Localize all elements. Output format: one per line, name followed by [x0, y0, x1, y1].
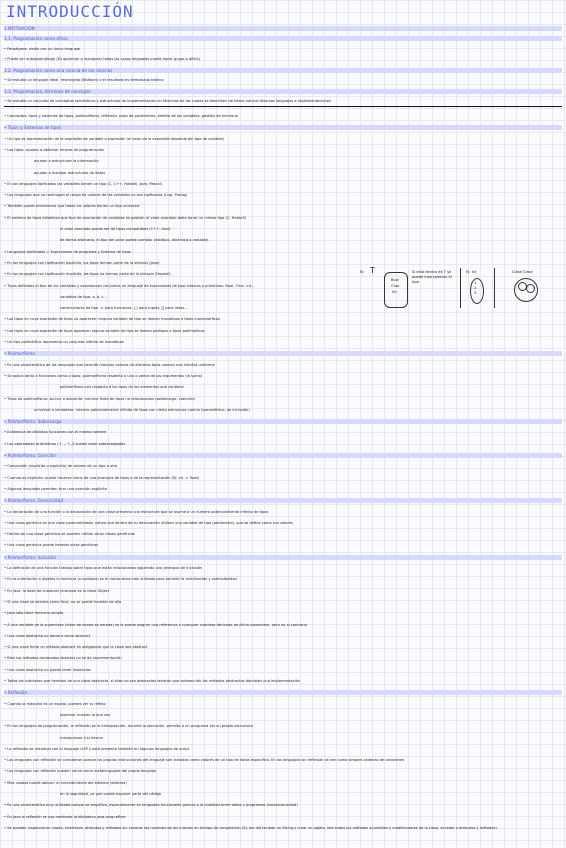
page-title: INTRODUCCIÓN — [6, 2, 134, 21]
note-line: ayudan a estructurar la información — [34, 159, 99, 164]
note-line: • Una clase abstracta no puede tener instancias — [4, 667, 91, 672]
note-line: • Java sólo tiene herencia simple — [4, 611, 64, 616]
section-heading: 1.3. Programación, términos de concepto — [4, 89, 562, 94]
note-line: de forma arbitraria, el tipo del valor puede cambiar (estático, dinámico o variable) — [60, 238, 209, 243]
note-line: • Una clase genérica es una clase parametrizada, nativa que dentro de su declaración utilizan una variable de tipo (parámetro), que se define como sus valores — [4, 520, 293, 525]
section-heading: • Polimorfismo: Genericidad — [4, 498, 562, 503]
section-heading: • Polimorfismo: Coerción — [4, 453, 562, 458]
section-heading: • Reflexión — [4, 690, 562, 695]
note-line: • Todas las subclases que heredan de una clase abstracta, si ellas no son abstractas tendrán que sobrescribir los métodos abstractos dándoles una implementación — [4, 679, 301, 684]
section-heading: • Polimorfismo — [4, 351, 562, 356]
note-line: • Puede ser autoaprendizaje (Es aprender a manipular todas las cosas lenguajes puede hacer grupo o difícil) — [4, 57, 200, 62]
note-line: • En los lenguajes con tipificación implícita, los tipos no forman parte de la sintaxis (Haskell) — [4, 272, 171, 277]
type-box-item: Int — [392, 290, 397, 294]
diagram-class-label: Clase Clase — [512, 270, 533, 274]
note-line: • En Java la reflexión se usa mediante la biblioteca java.lang.reflect — [4, 814, 126, 819]
note-line: • Los lenguajes con reflexión se consideran porque los propias instrucciones del lenguaje son tratadas como valores de un tipo de datos especifico. En los lenguajes sin reflexión se ven como simples cadenas de caracteres — [4, 758, 405, 763]
note-line: • Los operadores aritméticos (+, -, *, /) suelen estar sobrecargados — [4, 441, 126, 446]
note-line: • La declaración de una función o la declaración de una clase presenta una estructura que se asume a un número potencialmente infinito de tipos — [4, 509, 269, 514]
note-line: • Es una característica muy utilizada porque se amplifica, especialmente en lenguajes funcionales gracias a la dualidad entre datos y programas (homoiconicidad) — [4, 803, 298, 808]
section-heading: 1.2. Programación como una ciencia de las ciencias — [4, 68, 562, 73]
note-line: • Si una clase se declara como final, no se puede heredar de ella — [4, 599, 122, 604]
int-set-item: 3 — [474, 291, 477, 295]
note-line: • Un tipo polimórfico representa un conjunto infinito de monotipos — [4, 340, 124, 345]
section-heading: • Tipos y Sistemas de tipos — [4, 125, 562, 130]
type-set-diagram — [354, 268, 564, 316]
diagram-example-label: Ej: — [360, 270, 365, 274]
note-line: • Tipos de polimorfismo: ad-hoc o aparente: número finito de tipos no relacionados (sobrecarga, coerción) — [4, 396, 196, 401]
note-line: • Bien los métodos declarados abstract no se da implementación — [4, 656, 122, 661]
note-line: • Los tipos: ayudan a detectar errores de programación — [4, 147, 105, 152]
note-line: • En los lenguajes de programación, la reflexión es la introspección, durante la ejecución, permite a un programa ver su propia estructura — [4, 724, 253, 729]
note-line: ayudan a manejar estructuras de datos — [34, 170, 106, 175]
note-line: • También puede entenderse que todos los valores tienen un tipo universal — [4, 204, 140, 209]
note-line: • Se aplica tanto a funciones como a tipos: polimorfismo respecto a uno o varios de los argumentos (la suma) — [4, 373, 203, 378]
note-line: • En los lenguajes tipificados las variables tienen un tipo (C, C++, Haskell, Java, Pascal) — [4, 181, 163, 186]
note-line: • La reflexión se introdujo con el lenguaje LISP y está presente también en algunos lenguajes de script — [4, 746, 190, 751]
int-set-item: 1 — [474, 281, 477, 285]
note-line: variables de tipo: a, b, c... — [60, 294, 107, 299]
note-line: • Tipos definidos el tipo de los variables y expresiones conjuntos un lenguaje de expresiones de tipo: básicos o primitivos: Bool, Char, Int... — [4, 283, 255, 288]
note-line: • Dentro de una clase genérica se pueden utilizar otras clases genéricas — [4, 532, 135, 537]
section-heading: 1.MOTIVACIÓN — [4, 26, 562, 31]
note-line: • Conceptos: tipos y sistemas de tipos, polimorfismo, reflexión, paso de parámetros, ámbito de las variables, gestión de memoria — [4, 114, 238, 118]
note-line: • En java, la base de cualquier jerarquía es la clase Object — [4, 588, 110, 593]
note-line: en la seguridad, ya que puede exponer parte del código — [60, 792, 162, 797]
note-line: • Los tipos en cuya expresión de tipos aparecen alguna variable de tipo se llaman politipos o tipos polimórficos — [4, 328, 205, 333]
note-line: • Si una clase tiene un método abstract es obligatorio que la clase sea abstract — [4, 645, 148, 650]
note-line: • A una variable de la superclase (clase de donde se hereda) se le puede asignar una referencia a cualquier subclase derivada de dicha superclase, pero no al contrario — [4, 622, 308, 627]
note-line: • En la orientación a objetos la herencia (o subtipos) es el mecanismo más utilizado para permitir la reutilización y extensibilidad — [4, 577, 237, 582]
section-heading: • Polimorfismo: Sobrecarga — [4, 419, 562, 424]
note-line: • Se estudia un conjunto de conceptos semánticos y estructuras de implementación en términos de las cuales se describen de forma natural diversos lenguajes e implementaciones — [4, 99, 331, 103]
diagram-separator — [494, 268, 495, 308]
note-line: constructores de tipo -> para funciones, (,) para tuplas, [] para listas... — [60, 306, 188, 311]
note-line: • Más usadas puede aplicar: el entendimiento del sistema (sistema) — [4, 780, 127, 785]
diagram-separator — [460, 268, 461, 308]
note-line: • Existencia de distintas funciones con el mismo nombre — [4, 430, 107, 435]
note-line: • Una clase abstracta no declara como abstract — [4, 633, 91, 638]
note-line: • Conversión (implícita o explícita) de valores de un tipo a otro — [4, 464, 118, 469]
note-line: • El sistema de tipos establece que tipo de asociación de variables es posible: el valor asociado debe tener un mismo tipo (C, Haskell) — [4, 215, 247, 220]
note-line: • Paradigma: visión con un único lenguaje — [4, 46, 81, 51]
section-heading: 1.1. Programación como oficio — [4, 36, 562, 41]
note-line: • Los lenguajes con reflexión pueden verse como metalenguajes del propio lenguaje — [4, 769, 157, 774]
note-line: • Cuando es implícita: puede hacerse viene de una jerarquía de tipos o de la representación (Ej: int -> float) — [4, 475, 200, 480]
int-set-item: 2 — [474, 286, 477, 290]
section-divider — [4, 106, 562, 107]
note-line: • Se estudia un lenguaje ideal, restringido (Bisfolon) o el resultado es demasiado teórico — [4, 78, 164, 83]
note-line: polimorfismo con respecto a los tipos de los elementos que contiene — [60, 385, 184, 390]
note-line: • Una clase genérica puede heredar otras genéricas — [4, 543, 99, 548]
class-inner-circle — [526, 284, 535, 293]
diagram-int-label: Ej: Int — [466, 270, 477, 274]
note-line: el valor asociado puede ser de tipos compatibles (C++, Java) — [60, 227, 171, 232]
note-line: • Un tipo es representación de la expresión de variable o expresión (el valor de la expresión depende del tipo de variable) — [4, 136, 225, 141]
note-line: • Los lenguajes que no restringen el rango de valores de las variables no son tipificados (Lisp, Prolog) — [4, 193, 188, 198]
type-box-item: Bool — [391, 278, 399, 282]
section-heading: • Polimorfismo: Inclusión — [4, 555, 562, 560]
int-set-circle — [470, 278, 484, 304]
type-box-item: Char — [391, 284, 400, 288]
note-line: • Cuando la máquina es un espejo, puedes ver tu reflejo — [4, 701, 106, 706]
note-line: • Se pueden inspeccionar clases, interfaces, atributos y métodos sin conocer los nombres de los mismos en tiempo de compilación (Ej: lee del teclado un String y crear un objeto, leer todos los métodos accesibles y modificadores de la clase, acceder a atributos y métodos) — [4, 826, 497, 830]
note-line: observar nuestro lo que ves — [60, 712, 111, 717]
note-line: • La definición de una función trabaja sobre tipos que están relacionados siguiendo una jerarquía de inclusión — [4, 566, 203, 571]
type-box-note: Si está dentro de T se puede intercambiar el tipo — [412, 270, 452, 284]
note-line: • Es una característica de los lenguajes que permite manejar valores de distintos tipos usando una interfaz uniforme — [4, 362, 215, 367]
note-line: • Los tipos en cuya expresión de tipos no aparecen ninguna variable de tipo se llaman monotipos o tipos monomórficos — [4, 317, 220, 322]
diagram-type-symbol: T — [370, 266, 375, 275]
note-line: • Algunos lenguajes permiten tirar una coerción explícita — [4, 486, 107, 491]
note-line: universal o verdadero: número potencialmente infinito de tipos con cierta estructura común (paramétrico, de inclusión) — [34, 407, 250, 412]
note-line: • En los lenguajes con tipificación explícita, los tipos forman parte de la sintaxis (Java) — [4, 260, 160, 265]
note-line: • Lenguajes tipificados = Expresiones de programa y Sistema de tipos — [4, 249, 131, 254]
note-line: manipularse a sí mismo — [60, 735, 103, 740]
